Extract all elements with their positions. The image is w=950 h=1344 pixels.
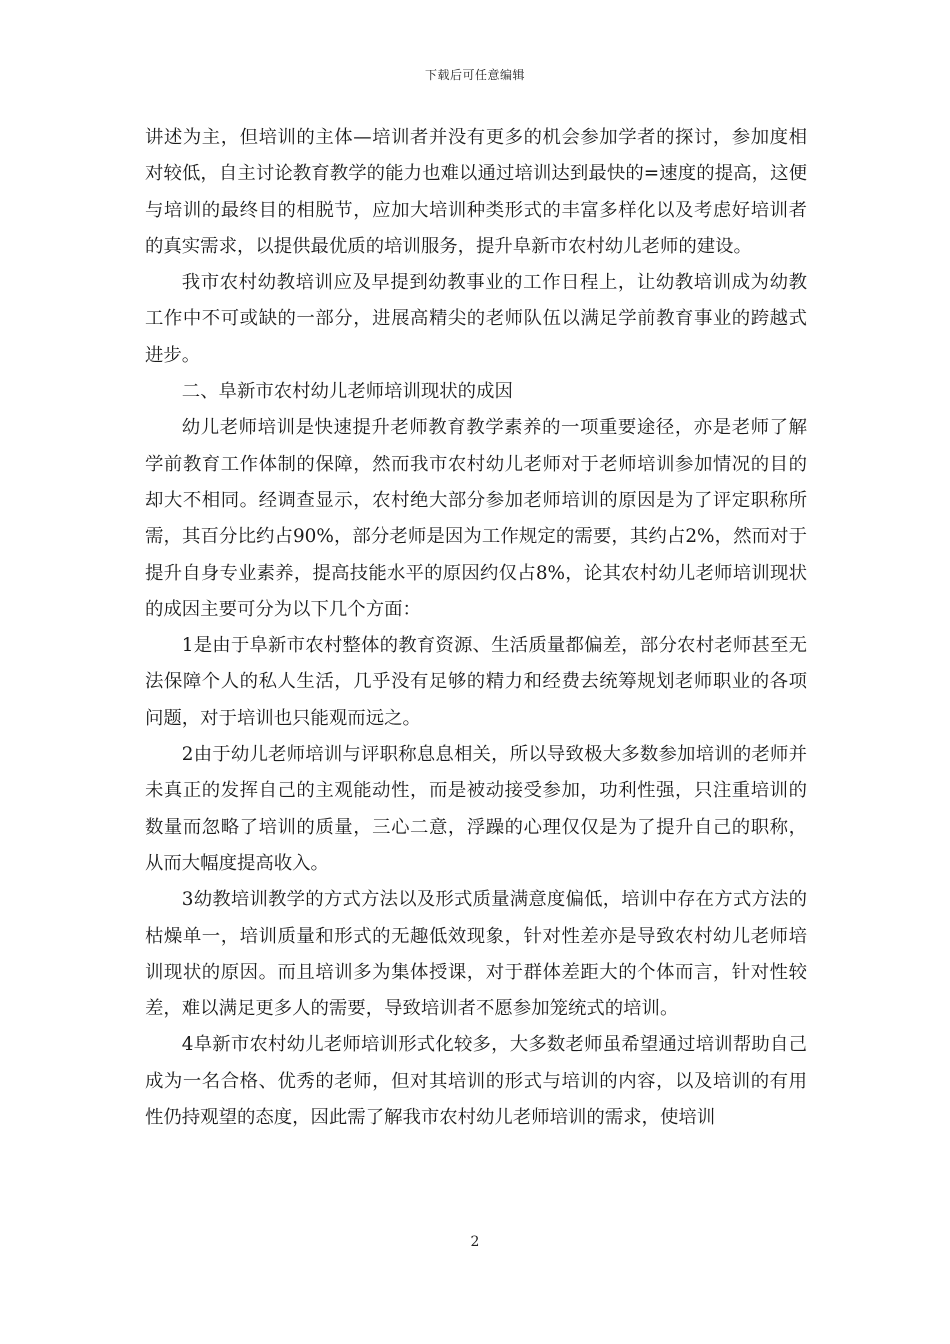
- document-body: [145, 120, 807, 1136]
- list-item-2: 2由于幼儿老师培训与评职称息息相关，所以导致极大多数参加培训的老师并未真正的发挥自己的主观能动性，而是被动接受参加，功利性强，只注重培训的数量而忽略了培训的质量，三心二意，浮躁的心理仅仅是为了提升自己的职称，从而大幅度提高收入。: [145, 744, 807, 874]
- page-header-note: 下载后可任意编辑: [424, 68, 525, 82]
- page-number: 2: [470, 1234, 480, 1250]
- paragraph: 我市农村幼教培训应及早提到幼教事业的工作日程上，让幼教培训成为幼教工作中不可或缺的一部分，进展高精尖的老师队伍以满足学前教育事业的跨越式进步。: [145, 272, 807, 366]
- paragraph: 幼儿老师培训是快速提升老师教育教学素养的一项重要途径，亦是老师了解学前教育工作体制的保障，然而我市农村幼儿老师对于老师培训参加情况的目的却大不相同。经调查显示，农村绝大部分参加老师培训的原因是为了评定职称所需，其百分比约占90%，部分老师是因为工作规定的需要，其约占2%，然而对于提升自身专业素养，提高技能水平的原因约仅占8%，论其农村幼儿老师培训现状的成因主要可分为以下几个方面：: [145, 417, 807, 620]
- paragraph-continuation: 讲述为主，但培训的主体—培训者并没有更多的机会参加学者的探讨，参加度相对较低，自主讨论教育教学的能力也难以通过培训达到最快的=速度的提高，这便与培训的最终目的相脱节，应加大培训种类形式的丰富多样化以及考虑好培训者的真实需求，以提供最优质的培训服务，提升阜新市农村幼儿老师的建设。: [145, 127, 807, 257]
- list-item-3: 3幼教培训教学的方式方法以及形式质量满意度偏低，培训中存在方式方法的枯燥单一，培训质量和形式的无趣低效现象，针对性差亦是导致农村幼儿老师培训现状的原因。而且培训多为集体授课，对于群体差距大的个体而言，针对性较差，难以满足更多人的需要，导致培训者不愿参加笼统式的培训。: [145, 889, 807, 1020]
- list-item-4: 4阜新市农村幼儿老师培训形式化较多，大多数老师虽希望通过培训帮助自己成为一名合格、优秀的老师，但对其培训的形式与培训的内容，以及培训的有用性仍持观望的态度，因此需了解我市农村幼儿老师培训的需求，使培训: [145, 1034, 807, 1129]
- list-item-1: 1是由于阜新市农村整体的教育资源、生活质量都偏差，部分农村老师甚至无法保障个人的私人生活，几乎没有足够的精力和经费去统筹规划老师职业的各项问题，对于培训也只能观而远之。: [145, 635, 807, 729]
- section-heading: 二、阜新市农村幼儿老师培训现状的成因: [181, 381, 513, 403]
